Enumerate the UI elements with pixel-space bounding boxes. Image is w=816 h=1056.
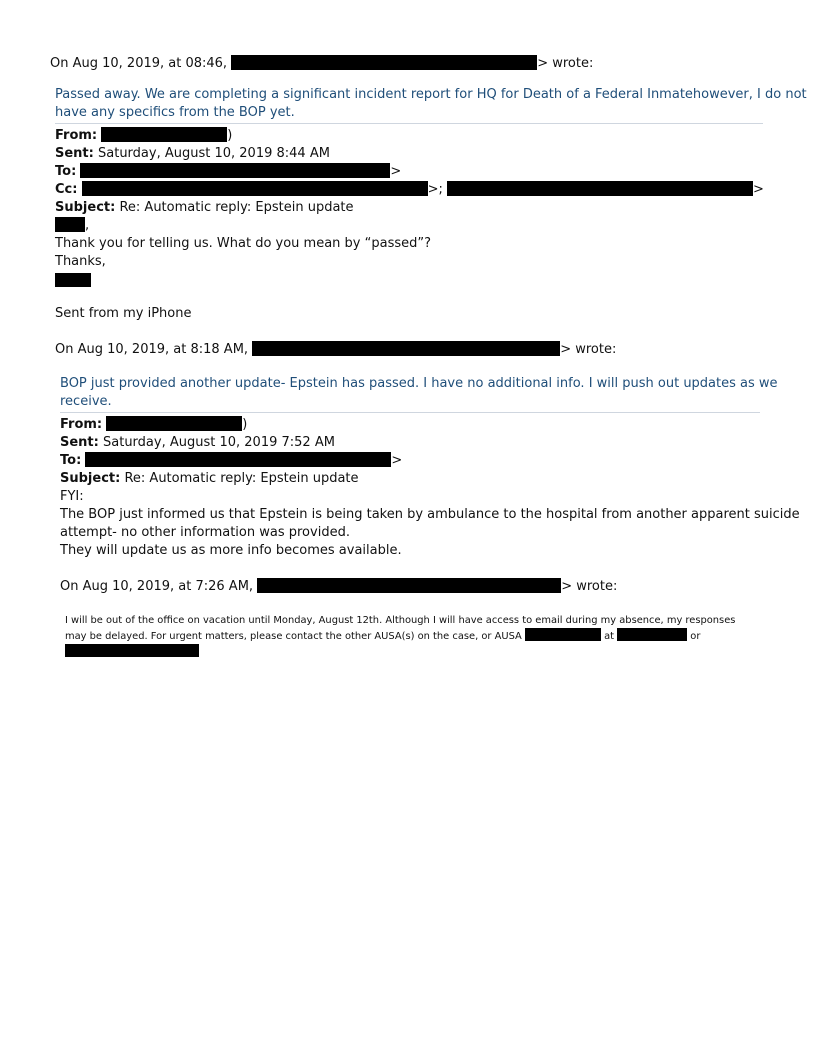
redaction-block [231,55,537,70]
sent-value: Saturday, August 10, 2019 8:44 AM [98,146,330,161]
auto-reply-line2-b: at [604,631,615,642]
email2-sent [55,145,330,163]
subject-label: Subject: [55,200,116,215]
email1-header [50,55,593,73]
email4-fyi: FYI: [60,489,84,504]
sent-label: Sent: [55,146,94,161]
redaction-block [55,217,85,232]
email2-subject [55,199,354,217]
redaction-block [55,273,91,287]
auto-reply-line1: I will be out of the office on vacation until Monday, August 12th. Although I will have access to email during my absence, my responses [65,615,736,626]
redaction-block [106,416,242,431]
to-label: To: [55,164,77,179]
redaction-block [617,628,687,641]
redaction-block [80,163,390,178]
sent-value: Saturday, August 10, 2019 7:52 AM [103,435,335,450]
auto-reply-line2-c: or [690,631,701,642]
email2-cc [55,181,764,199]
auto-reply-line2 [65,628,700,644]
to-tail: > [391,453,403,468]
email1-body-line1: Passed away. We are completing a significant incident report for HQ for Death of a Federal Inmatehowever, I do not [55,87,807,102]
redaction-block [447,181,753,196]
email4-body-line1: The BOP just informed us that Epstein is being taken by ambulance to the hospital from another apparent suicide [60,507,800,522]
email3-body-line2: receive. [60,394,112,409]
redaction-block [82,181,428,196]
email3-body-line1: BOP just provided another update- Epstein has passed. I have no additional info. I will push out updates as we [60,376,778,391]
email5-header [60,578,617,596]
from-label: From: [55,128,98,143]
from-label: From: [60,417,103,432]
email5-header-suffix: > wrote: [561,579,618,594]
to-label: To: [60,453,82,468]
email4-body-line2: attempt- no other information was provided. [60,525,350,540]
email4-body-line3: They will update us as more info becomes available. [60,543,402,558]
subject-value: Re: Automatic reply: Epstein update [124,471,359,486]
email1-header-prefix: On Aug 10, 2019, at 08:46, [50,56,228,71]
subject-value: Re: Automatic reply: Epstein update [119,200,354,215]
sent-label: Sent: [60,435,99,450]
email3-header-suffix: > wrote: [560,342,617,357]
email4-from [60,416,247,434]
email3-header [55,341,616,359]
email4-sent [60,434,335,452]
redaction-block [257,578,561,593]
salutation-tail: , [85,218,90,233]
cc-tail: > [753,182,764,197]
cc-label: Cc: [55,182,78,197]
cc-mid: >; [427,182,443,197]
redaction-block [101,127,227,142]
email2-body: Thank you for telling us. What do you mean by “passed”? [55,236,432,251]
email2-signature: Sent from my iPhone [55,306,192,321]
email4-subject [60,470,359,488]
redaction-block [65,644,199,657]
from-tail: ) [242,417,248,432]
email2-to [55,163,401,181]
to-tail: > [390,164,402,179]
from-tail: ) [227,128,233,143]
email4-to [60,452,402,470]
email1-header-suffix: > wrote: [537,56,594,71]
email2-from [55,127,232,145]
redaction-block [252,341,560,356]
email5-header-prefix: On Aug 10, 2019, at 7:26 AM, [60,579,254,594]
email1-body-line2: have any specifics from the BOP yet. [55,105,295,120]
redaction-block [525,628,601,641]
subject-label: Subject: [60,471,121,486]
divider [60,412,760,413]
divider [55,123,763,124]
auto-reply-line2-a: may be delayed. For urgent matters, please contact the other AUSA(s) on the case, or AUSA [65,631,522,642]
email3-header-prefix: On Aug 10, 2019, at 8:18 AM, [55,342,249,357]
email2-thanks: Thanks, [55,254,106,269]
redaction-block [85,452,391,467]
email2-salutation [55,217,89,235]
